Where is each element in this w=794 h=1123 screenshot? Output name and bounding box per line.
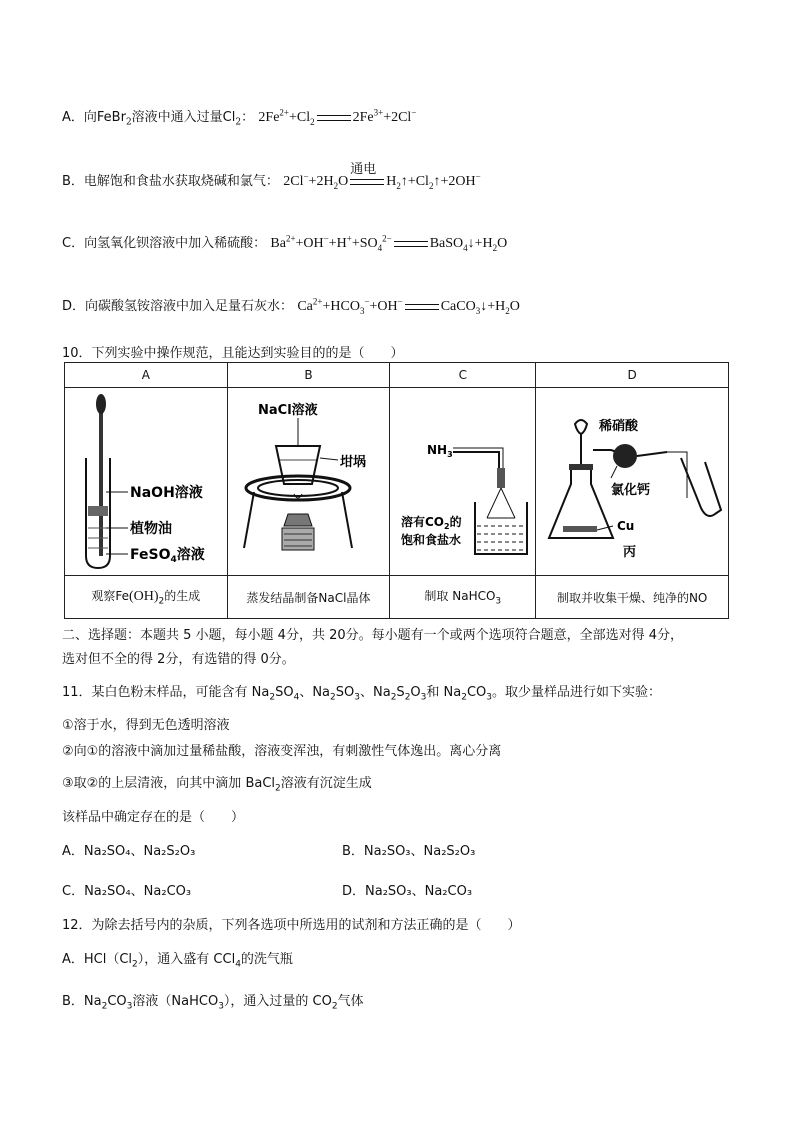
subscript: 2 xyxy=(269,692,276,703)
superscript: + xyxy=(346,233,352,244)
step-text: ③取②的上层清液，向其中滴加 BaCl xyxy=(62,776,276,791)
label-brine: 饱和食盐水 xyxy=(400,533,461,547)
subscript: 3 xyxy=(126,1001,133,1012)
eq-term: ↓+H xyxy=(467,236,493,251)
superscript: − xyxy=(411,107,417,118)
equation xyxy=(270,233,508,253)
figure-d-cell xyxy=(536,388,729,576)
subscript: 2 xyxy=(331,1001,338,1012)
subscript: 2 xyxy=(101,1001,108,1012)
eq-term: O xyxy=(338,174,349,189)
q9-option-c xyxy=(62,232,507,253)
option-label: C． xyxy=(62,236,85,251)
figure-a-cell xyxy=(65,388,228,576)
stem-text: SO xyxy=(275,685,294,700)
subscript: 3 xyxy=(359,305,365,316)
subscript: 2 xyxy=(390,692,397,703)
q11-step2: ②向①的溶液中滴加过量稀盐酸，溶液变浑浊，有刺激性气体逸出。离心分离 xyxy=(62,744,502,759)
subscript: 2 xyxy=(505,305,510,316)
stem-text: O xyxy=(410,685,421,700)
label-oil: 植物油 xyxy=(129,521,172,537)
superscript: 3+ xyxy=(373,107,384,118)
option-text: 向氢氧化钡溶液中加入稀硫酸： xyxy=(84,236,267,251)
caption-text: 制取 NaHCO xyxy=(424,589,496,604)
caption-c xyxy=(390,576,536,619)
option-text: CO xyxy=(107,994,127,1009)
label-cacl2: 氯化钙 xyxy=(611,483,651,498)
table-header: B xyxy=(227,363,390,388)
equation xyxy=(283,161,481,191)
eq-term: H xyxy=(386,174,397,189)
q9-option-b xyxy=(62,161,481,191)
eq-term: Ba xyxy=(270,236,286,251)
eq-term: CaCO xyxy=(440,299,476,314)
option-text: 向FeBr xyxy=(83,110,126,125)
stem-text: 、Na xyxy=(359,685,391,700)
eq-term: ↑+2OH xyxy=(433,174,476,189)
stem-text: SO xyxy=(335,685,355,700)
superscript: − xyxy=(397,296,403,307)
stem-text: S xyxy=(396,685,405,700)
stem-text: 。取少量样品进行如下实验： xyxy=(492,685,662,700)
eq-term: 2Fe xyxy=(352,110,374,125)
label-naoh: NaOH溶液 xyxy=(129,485,203,501)
option-label: A． xyxy=(62,110,84,125)
q12-option-b xyxy=(62,990,364,1012)
superscript: − xyxy=(323,233,329,244)
subscript: 3 xyxy=(218,1001,224,1012)
stem-text: CO xyxy=(466,685,487,700)
q9-option-a xyxy=(62,106,416,128)
equation xyxy=(297,296,520,316)
equals-sign xyxy=(394,241,428,247)
eq-term: +Cl xyxy=(289,110,311,125)
table-header: D xyxy=(536,363,729,388)
subscript: 4 xyxy=(463,242,468,253)
eq-term: ↓+H xyxy=(480,299,506,314)
label-hno3: 稀硝酸 xyxy=(599,419,639,434)
superscript: − xyxy=(364,296,370,307)
subscript: 3 xyxy=(495,596,502,607)
subscript: 2 xyxy=(132,959,138,970)
option-text: 电解饱和食盐水获取烧碱和氯气： xyxy=(83,174,279,189)
subscript: 2 xyxy=(125,117,132,128)
stem-text: 11．某白色粉末样品，可能含有 Na xyxy=(62,685,270,700)
subscript: 2 xyxy=(333,180,339,191)
option-text: 溶液（NaHCO xyxy=(132,994,219,1009)
subscript: 2 xyxy=(330,692,336,703)
q9-option-d xyxy=(62,295,520,316)
no-generation-figure xyxy=(537,388,727,572)
subscript: 2 xyxy=(310,116,315,127)
subscript: 4 xyxy=(235,959,241,970)
eq-term: ↑+Cl xyxy=(400,174,429,189)
step-text: 溶液有沉淀生成 xyxy=(280,776,372,791)
gas-bubbling-figure xyxy=(391,388,535,572)
option-text: ），通入盛有 CCl xyxy=(137,952,236,967)
eq-term: BaSO xyxy=(429,236,464,251)
q11-option-d: D．Na₂SO₃、Na₂CO₃ xyxy=(342,884,473,899)
q11-stem xyxy=(62,681,661,703)
caption-d: 制取并收集干燥、纯净的NO xyxy=(536,576,729,619)
section2-line2: 选对但不全的得 2分，有选错的得 0分。 xyxy=(62,652,295,667)
option-text: ），通入过量的 CO xyxy=(223,994,332,1009)
eq-term: O xyxy=(509,299,520,314)
superscript: − xyxy=(475,171,481,182)
condition-label: 通电 xyxy=(350,161,377,177)
eq-term: +OH xyxy=(369,299,398,314)
stem-text: 和 Na xyxy=(426,685,462,700)
table-header: A xyxy=(65,363,228,388)
eq-term: O xyxy=(497,236,508,251)
q11-option-b: B．Na₂SO₃、Na₂S₂O₃ xyxy=(342,844,476,859)
eq-term: +2H xyxy=(308,174,334,189)
option-label: D． xyxy=(62,299,86,314)
eq-term: +SO xyxy=(351,236,378,251)
equation xyxy=(258,107,417,127)
subscript: 4 xyxy=(377,242,383,253)
experiment-table xyxy=(64,362,729,619)
q11-ask: 该样品中确定存在的是（ ） xyxy=(62,810,245,825)
subscript: 3 xyxy=(354,692,360,703)
caption-b: 蒸发结晶制备NaCl晶体 xyxy=(227,576,390,619)
subscript: 2 xyxy=(461,692,467,703)
subscript: 2 xyxy=(235,117,242,128)
subscript: 2 xyxy=(275,783,281,794)
q11-step1: ①溶于水，得到无色透明溶液 xyxy=(62,718,230,733)
label-bing: 丙 xyxy=(623,545,637,560)
caption-text: 的生成 xyxy=(164,589,201,604)
superscript: 2+ xyxy=(312,296,323,307)
subscript: 4 xyxy=(293,692,300,703)
crucible-figure xyxy=(228,388,388,572)
eq-term: Ca xyxy=(297,299,313,314)
option-text: 气体 xyxy=(337,994,364,1009)
option-label: B． xyxy=(62,174,84,189)
subscript: 2 xyxy=(404,692,411,703)
option-text: A．HCl（Cl xyxy=(62,952,133,967)
option-text: 向碳酸氢铵溶液中加入足量石灰水： xyxy=(85,299,294,314)
superscript: 2+ xyxy=(285,233,296,244)
caption-a xyxy=(65,576,228,619)
q11-option-c: C．Na₂SO₄、Na₂CO₃ xyxy=(62,884,192,899)
test-tube-figure xyxy=(66,388,226,572)
eq-term: +OH xyxy=(295,236,324,251)
subscript: 2 xyxy=(396,180,401,191)
eq-term: 2Fe xyxy=(258,110,280,125)
option-text: 溶液中通入过量Cl xyxy=(131,110,236,125)
label-cu: Cu xyxy=(617,519,635,533)
q10-stem: 10．下列实验中操作规范，且能达到实验目的的是（ ） xyxy=(62,346,404,361)
table-header: C xyxy=(390,363,536,388)
caption-formula: (OH) xyxy=(128,589,159,605)
label-nacl: NaCl溶液 xyxy=(258,403,319,418)
caption-text: 观察Fe xyxy=(91,589,129,604)
q11-option-a: A．Na₂SO₄、Na₂S₂O₃ xyxy=(62,844,196,859)
subscript: 2 xyxy=(158,596,165,607)
superscript: 2+ xyxy=(279,107,289,118)
electrolysis-sign xyxy=(350,161,384,185)
section2-line1: 二、选择题：本题共 5 小题，每小题 4分，共 20分。每小题有一个或两个选项符合题意，全部选对得 4分， xyxy=(62,628,684,643)
eq-term: +HCO xyxy=(322,299,360,314)
superscript: 2− xyxy=(382,233,392,244)
equals-sign xyxy=(317,115,351,121)
option-text: B．Na xyxy=(62,994,102,1009)
subscript: 2 xyxy=(492,242,498,253)
label-nh3: $NH_3$ xyxy=(426,443,453,459)
figure-c-cell xyxy=(390,388,536,576)
stem-text: 、Na xyxy=(299,685,331,700)
subscript: 2 xyxy=(428,180,434,191)
figure-b-cell xyxy=(227,388,390,576)
equals-sign xyxy=(405,304,439,310)
label-feso4: FeSO$_4$溶液 xyxy=(129,547,205,565)
subscript: 3 xyxy=(486,692,492,703)
colon: ： xyxy=(241,110,255,125)
option-text: 的洗气瓶 xyxy=(240,952,293,967)
eq-term: +2Cl xyxy=(383,110,412,125)
q12-stem: 12．为除去括号内的杂质，下列各选项中所选用的试剂和方法正确的是（ ） xyxy=(62,918,521,933)
label-crucible: 坩埚 xyxy=(340,455,367,470)
superscript: − xyxy=(303,171,309,182)
q12-option-a xyxy=(62,948,293,970)
subscript: 3 xyxy=(420,692,427,703)
subscript: 3 xyxy=(475,305,481,316)
label-co2-solution: 溶有$CO_2$的 xyxy=(400,515,462,531)
eq-term: +H xyxy=(328,236,347,251)
eq-term: 2Cl xyxy=(283,174,304,189)
q11-step3 xyxy=(62,772,372,794)
